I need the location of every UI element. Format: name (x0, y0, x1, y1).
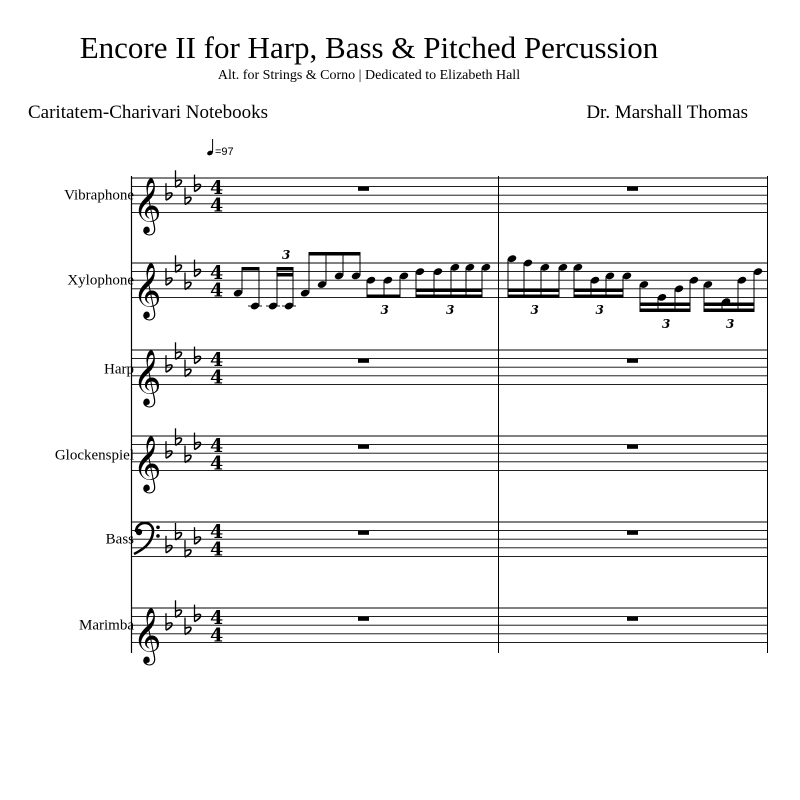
whole-rest-icon (358, 187, 369, 191)
svg-text:4: 4 (210, 177, 224, 200)
tuplet-number: 3 (530, 303, 539, 317)
staff-glockenspiel (131, 428, 768, 493)
treble-clef-icon: 𝄞 (133, 177, 162, 234)
svg-text:4: 4 (210, 194, 224, 217)
instrument-name-glockenspiel: Glockenspiel (54, 447, 134, 464)
staff-harp (131, 342, 768, 407)
whole-rest-icon (627, 531, 638, 535)
instrument-name-bass: Bass (105, 531, 134, 548)
tempo-text: =97 (215, 146, 234, 158)
svg-text:4: 4 (210, 452, 224, 475)
beam (367, 295, 400, 299)
beam (704, 309, 754, 313)
beam (242, 267, 259, 271)
whole-rest-icon (627, 359, 638, 363)
beam (416, 295, 482, 299)
beam (277, 267, 293, 271)
xylophone-notes (233, 248, 764, 331)
time-signature (210, 521, 223, 560)
tuplet-number: 3 (662, 317, 671, 331)
tuplet-number: 3 (595, 303, 604, 317)
beam (640, 309, 690, 313)
bass-clef-icon (134, 523, 160, 554)
whole-rest-icon (627, 187, 638, 191)
publisher-label: Caritatem-Charivari Notebooks (28, 102, 269, 123)
svg-text:4: 4 (210, 349, 224, 372)
flat-icon (176, 600, 182, 617)
instrument-name-xylophone: Xylophone (67, 272, 134, 289)
staff-bass (131, 521, 768, 560)
flat-icon (166, 441, 172, 458)
tuplet-number: 3 (446, 303, 455, 317)
svg-text:4: 4 (210, 521, 224, 544)
treble-clef-icon: 𝄞 (133, 349, 162, 406)
flat-icon (195, 175, 201, 192)
flat-icon (185, 618, 191, 635)
instrument-name-marimba: Marimba (79, 617, 134, 634)
flat-icon (195, 260, 201, 277)
beam (574, 289, 623, 293)
flat-icon (195, 433, 201, 450)
beam (574, 295, 623, 299)
flat-icon (176, 170, 182, 187)
flat-icon (176, 255, 182, 272)
svg-text:4: 4 (210, 607, 224, 630)
whole-rest-icon (627, 617, 638, 621)
flat-icon (166, 268, 172, 285)
flat-icon (176, 342, 182, 359)
tuplet-number: 3 (726, 317, 735, 331)
flat-icon (176, 428, 182, 445)
whole-rest-icon (358, 531, 369, 535)
note (266, 301, 280, 310)
staves (131, 170, 768, 665)
svg-text:4: 4 (210, 538, 224, 561)
staff-marimba (131, 600, 768, 665)
beam (704, 303, 754, 307)
flat-icon (176, 523, 182, 540)
beam (277, 273, 293, 277)
whole-rest-icon (358, 617, 369, 621)
flat-icon (185, 540, 191, 557)
beam (416, 289, 482, 293)
beam (309, 252, 360, 256)
flat-icon (166, 183, 172, 200)
flat-icon (166, 613, 172, 630)
instrument-name-vibraphone: Vibraphone (64, 187, 134, 204)
svg-text:4: 4 (210, 624, 224, 647)
treble-clef-icon: 𝄞 (133, 262, 162, 319)
treble-clef-icon: 𝄞 (133, 435, 162, 492)
instrument-name-harp: Harp (104, 361, 134, 378)
whole-rest-icon (358, 359, 369, 363)
flat-icon (166, 355, 172, 372)
flat-icon (166, 536, 172, 553)
tuplet-number: 3 (380, 303, 389, 317)
flat-icon (185, 360, 191, 377)
svg-text:4: 4 (210, 279, 224, 302)
beam (640, 303, 690, 307)
whole-rest-icon (627, 445, 638, 449)
score-subtitle: Alt. for Strings & Corno | Dedicated to Elizabeth Hall (217, 68, 521, 83)
note (248, 301, 262, 310)
beam (508, 295, 559, 299)
flat-icon (195, 605, 201, 622)
flat-icon (185, 273, 191, 290)
flat-icon (185, 188, 191, 205)
staff-vibraphone (131, 170, 768, 235)
treble-clef-icon: 𝄞 (133, 607, 162, 664)
time-signature (210, 607, 223, 646)
note (282, 301, 296, 310)
tuplet-number: 3 (282, 248, 291, 262)
tempo-marking (206, 139, 233, 158)
composer-label: Dr. Marshall Thomas (586, 102, 748, 123)
time-signature (210, 177, 223, 216)
whole-rest-icon (358, 445, 369, 449)
time-signature (210, 435, 223, 474)
svg-text:4: 4 (210, 435, 224, 458)
beam (508, 289, 559, 293)
flat-icon (195, 527, 201, 544)
svg-text:4: 4 (210, 366, 224, 389)
flat-icon (185, 446, 191, 463)
time-signature (210, 349, 223, 388)
time-signature (210, 262, 223, 301)
svg-text:4: 4 (210, 262, 224, 285)
flat-icon (195, 347, 201, 364)
score-title: Encore II for Harp, Bass & Pitched Percussion (79, 30, 659, 65)
